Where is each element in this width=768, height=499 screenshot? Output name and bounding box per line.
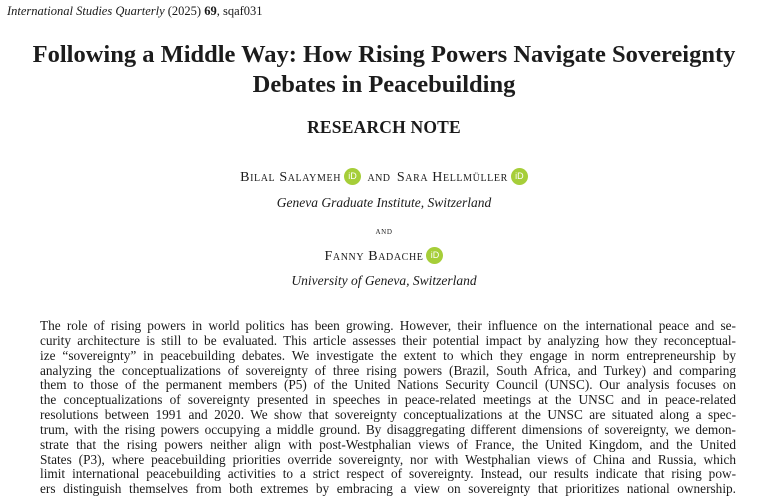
abstract-line: limit international peacebuilding activities to a strict respect of sovereignty. Instead, our results indicate that rising pow- — [40, 467, 736, 482]
affiliation-2: University of Geneva, Switzerland — [291, 273, 477, 288]
title-line-2: Debates in Peacebuilding — [252, 71, 516, 98]
abstract-line: The role of rising powers in world politics has been growing. However, their influence on the international peace and se- — [40, 319, 736, 333]
orcid-badge-label: iD — [430, 250, 440, 260]
article-id: , sqaf031 — [216, 4, 263, 18]
abstract-line: trum, with the rising powers occupying a middle ground. By disaggregating different dimensions of sovereignty, we demon- — [40, 422, 736, 437]
orcid-badge-label: iD — [348, 171, 357, 181]
abstract-line: States (P3), where peacebuilding priorities override sovereignty, nor with Westphalian views of China and Russia, which — [40, 452, 736, 467]
abstract-line: curity architecture is still to be evaluated. This article assesses their potential impact by analyzing how they reconceptual- — [40, 333, 736, 348]
abstract — [40, 319, 736, 497]
orcid-icon[interactable] — [344, 168, 361, 185]
abstract-line: them to those of the permanent members (P5) of the United Nations Security Council (UNSC). Our analysis focuses on — [40, 378, 736, 393]
abstract-line: analyzing the conceptualizations of sovereignty of three rising powers (Brazil, South Africa, and Turkey) and comparing — [40, 363, 736, 378]
journal-name: International Studies Quarterly — [7, 4, 165, 18]
journal-citation — [7, 3, 263, 19]
paper-title — [0, 40, 768, 100]
affiliation-1: Geneva Graduate Institute, Switzerland — [276, 195, 492, 210]
abstract-line: resolutions between 1991 and 2020. We show that sovereignty conceptualizations at the UNSC are situated along a spec- — [40, 408, 736, 423]
abstract-line: ize “sovereignty” in peacebuilding debates. We investigate the extent to which they engage in norm entrepreneurship by — [40, 348, 736, 363]
author-group-separator: and — [375, 226, 393, 237]
author-conjunction: and — [367, 170, 391, 185]
orcid-badge-label: iD — [515, 171, 524, 181]
section-label: RESEARCH NOTE — [307, 117, 461, 137]
author-name: Fanny Badache — [324, 249, 424, 264]
orcid-icon[interactable] — [426, 247, 443, 264]
title-line-1: Following a Middle Way: How Rising Powers Navigate Sovereignty — [32, 41, 736, 68]
journal-year: (2025) — [167, 4, 202, 18]
abstract-line: the conceptualizations of sovereignty presented in speeches in peace-related meetings at the UNSC and in peace-related — [40, 393, 736, 408]
journal-volume: 69 — [204, 4, 217, 18]
author-line-2 — [0, 247, 768, 267]
abstract-line: ers distinguish themselves from both extremes by embracing a view on sovereignty that prioritizes national ownership. — [40, 482, 736, 497]
author-name: Bilal Salaymeh — [240, 170, 342, 185]
orcid-icon[interactable] — [511, 168, 528, 185]
author-name: Sara Hellmüller — [396, 170, 508, 185]
abstract-line: strate that the rising powers neither align with post-Westphalian views of France, the United Kingdom, and the United — [40, 437, 736, 452]
author-line-1 — [0, 168, 768, 188]
